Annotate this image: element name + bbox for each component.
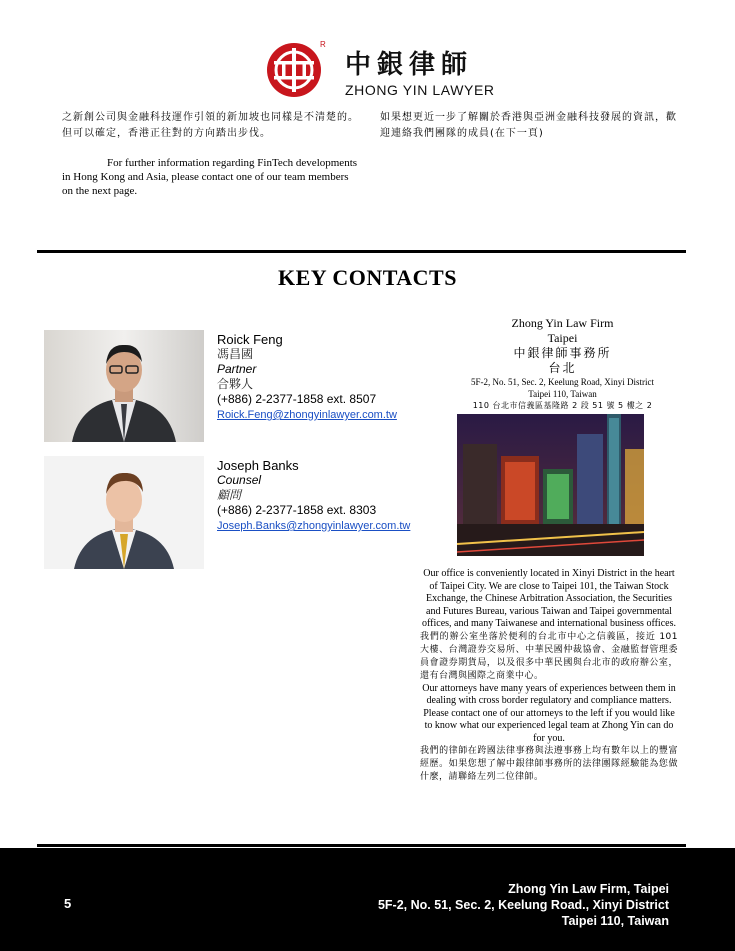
- footer-firm-name: Zhong Yin Law Firm, Taipei: [508, 882, 669, 896]
- firm-logo-mark-icon: [265, 40, 323, 98]
- page-footer: [0, 848, 735, 951]
- contact-chinese-role: 顧問: [217, 488, 242, 502]
- contact-name: Roick Feng: [217, 332, 283, 347]
- firm-address-line-2: Taipei 110, Taiwan: [528, 389, 597, 399]
- contact-email-link[interactable]: Joseph.Banks@zhongyinlawyer.com.tw: [217, 520, 411, 532]
- taipei-night-photo: [457, 414, 644, 556]
- firm-logo: [265, 40, 515, 100]
- registered-mark: R: [320, 40, 326, 49]
- logo-english-name: ZHONG YIN LAWYER: [345, 82, 495, 98]
- office-description-chinese-2: 我們的律師在跨國法律事務與法遵事務上均有數年以上的豐富經歷。如果您想了解中銀律師事務所的法律團隊經驗能為您做什麼，請聯絡左列二位律師。: [420, 746, 678, 782]
- contact-chinese-role: 合夥人: [217, 377, 254, 391]
- contact-card-roick-feng: [217, 332, 437, 423]
- intro-right-column: [380, 110, 685, 142]
- contact-phone: (+886) 2-2377-1858 ext. 8303: [217, 503, 377, 517]
- contact-chinese-name: 馮昌國: [217, 347, 254, 361]
- office-description-english-1: Our office is conveniently located in Xinyi District in the heart of Taipei City. We are close to Taipei 101, the Taiwan Stock Exchange, the Chinese Arbitration Association, the Securities and Futures Bureau, various Taiwan and Taipei governmental offices, and many Taiwanese and international business offices.: [422, 568, 676, 629]
- footer-address: [378, 881, 669, 929]
- contact-photo-roick-feng: [44, 330, 204, 442]
- contact-phone: (+886) 2-2377-1858 ext. 8507: [217, 392, 377, 406]
- footer-city: Taipei 110, Taiwan: [561, 914, 669, 928]
- section-divider: [37, 250, 686, 253]
- contact-photo-joseph-banks: [44, 456, 204, 569]
- contact-role: Counsel: [217, 473, 262, 487]
- intro-left-chinese: 之新創公司與金融科技運作引領的新加坡也同樣是不清楚的。但可以確定，香港正往對的方向踏出步伐。: [62, 112, 359, 139]
- page-number: 5: [64, 896, 72, 911]
- office-description-english-2: Our attorneys have many years of experiences between them in dealing with cross border regulatory and compliance matters. Please contact one of our attorneys to the left if you would like to know what our experienced legal team at Zhong Yin can do for you.: [422, 682, 676, 744]
- intro-right-chinese: 如果想更近一步了解關於香港與亞洲金融科技發展的資訊，歡迎連絡我們團隊的成員(在下一頁): [380, 112, 677, 139]
- logo-chinese-name: 中銀律師: [345, 50, 474, 80]
- firm-address-line-1: 5F-2, No. 51, Sec. 2, Keelung Road, Xinyi District: [471, 377, 654, 387]
- intro-left-english: For further information regarding FinTech developments in Hong Kong and Asia, please contact one of our team members on the next page.: [62, 157, 358, 197]
- firm-name: Zhong Yin Law Firm: [511, 316, 614, 330]
- footer-street: 5F-2, No. 51, Sec. 2, Keelung Road., Xinyi District: [377, 898, 669, 912]
- office-description-chinese-1: 我們的辦公室坐落於便利的台北市中心之信義區，接近 101 大樓、台灣證券交易所、中華民國仲裁協會、金融監督管理委員會證券期貨局，以及很多中華民國與台北市的政府辦公室，還有台灣與國際之商業中心。: [420, 631, 678, 681]
- contact-card-joseph-banks: [217, 458, 437, 534]
- intro-left-column: [62, 110, 362, 198]
- contact-role: Partner: [217, 362, 257, 376]
- firm-info: [440, 316, 685, 411]
- office-description: [420, 568, 678, 784]
- footer-divider: [37, 844, 686, 847]
- section-heading: KEY CONTACTS: [278, 265, 457, 290]
- firm-city: Taipei: [547, 331, 578, 345]
- contact-email-link[interactable]: Roick.Feng@zhongyinlawyer.com.tw: [217, 409, 397, 421]
- firm-address-chinese: 110 台北市信義區基隆路 2 段 51 號 5 樓之 2: [472, 401, 653, 410]
- contact-name: Joseph Banks: [217, 458, 299, 473]
- firm-chinese-name: 中銀律師事務所: [513, 346, 612, 360]
- firm-chinese-city: 台北: [548, 361, 577, 375]
